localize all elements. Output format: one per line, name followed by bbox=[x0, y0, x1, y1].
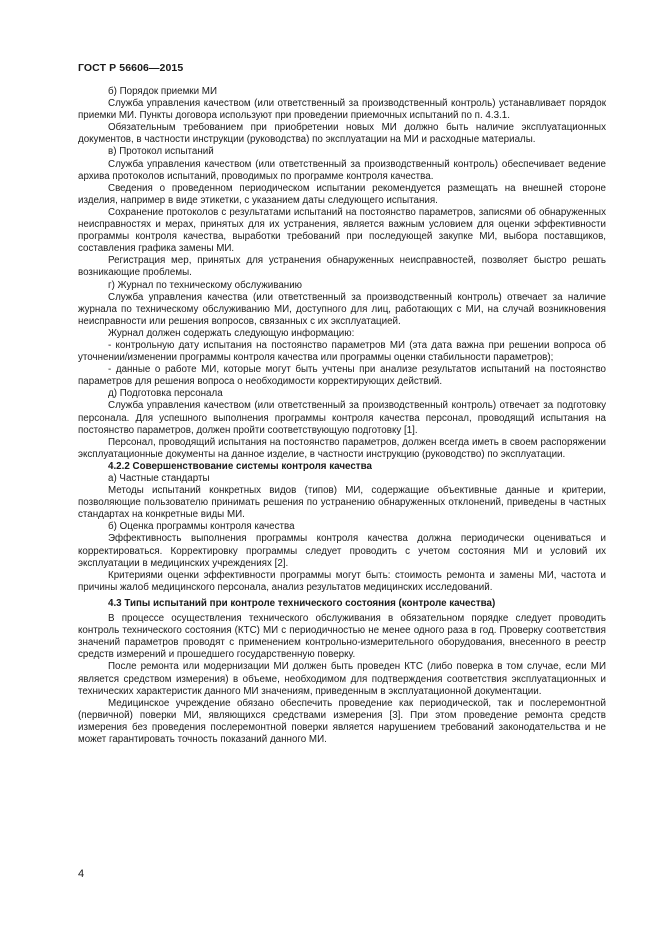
paragraph: Обязательным требованием при приобретении новых МИ должно быть наличие эксплуатационных документов, в частности инструкции (руководства) по эксплуатации на МИ и расходные материалы. bbox=[78, 122, 606, 146]
paragraph: б) Оценка программы контроля качества bbox=[108, 521, 295, 533]
paragraph: Служба управления качеством (или ответственный за производственный контроль) устанавливает порядок приемки МИ. Пункты договора используют при проведении приемочных испытаний по п. 4.3.1. bbox=[78, 98, 606, 122]
paragraph: - контрольную дату испытания на постоянство параметров МИ (эта дата важна при решении вопроса об уточнении/изменении программы контроля качества или программы оценки стабильности параметров); bbox=[78, 339, 606, 364]
paragraph: Сохранение протоколов с результатами испытаний на постоянство параметров, записями об обнаруженных неисправностях и мерах, принятых для их устранения, является важным условием для оценки эффективности программы контроля качества, выработки требований при последующей закупке МИ, выбора поставщиков, составления графика замены МИ. bbox=[78, 206, 606, 255]
paragraph: - данные о работе МИ, которые могут быть учтены при анализе результатов испытаний на постоянство параметров для решения вопроса о необходимости корректирующих действий. bbox=[78, 364, 606, 388]
paragraph: Журнал должен содержать следующую информацию: bbox=[108, 327, 355, 339]
paragraph: Служба управления качества (или ответственный за производственный контроль) отвечает за наличие журнала по техническому обслуживанию МИ, доступного для лиц, работающих с МИ, на случай возникновения неисправности или решения вопросов, связанных с их эксплуатацией. bbox=[78, 291, 606, 327]
paragraph: Регистрация мер, принятых для устранения обнаруженных неисправностей, позволяет быстро решать возникающие проблемы. bbox=[78, 255, 606, 279]
page-number: 4 bbox=[78, 868, 85, 880]
paragraph: Эффективность выполнения программы контроля качества должна периодически оцениваться и корректироваться. Корректировку программы следует проводить с учетом состояния МИ и условий их эксплуатации в медицинских учреждениях [2]. bbox=[78, 533, 606, 569]
document-body bbox=[78, 86, 606, 746]
paragraph: В процессе осуществления технического обслуживания в обязательном порядке следует проводить контроль технического состояния (КТС) МИ с периодичностью не менее одного раза в год. Проверку соответствия значений параметров проводят с применением контрольно-измерительного оборудования, внесенного в реестр средств измерений и прошедшего государственную поверку. bbox=[78, 613, 606, 661]
paragraph: в) Протокол испытаний bbox=[108, 146, 214, 158]
document-header: ГОСТ Р 56606—2015 bbox=[78, 62, 184, 74]
paragraph: б) Порядок приемки МИ bbox=[108, 86, 217, 97]
paragraph: Служба управления качеством (или ответственный за производственный контроль) обеспечивает ведение архива протоколов испытаний, проводимых по программе контроля качества. bbox=[78, 158, 606, 182]
paragraph: г) Журнал по техническому обслуживанию bbox=[108, 279, 303, 291]
paragraph: а) Частные стандарты bbox=[108, 473, 210, 484]
section-heading: 4.3 Типы испытаний при контроле технического состояния (контроле качества) bbox=[108, 597, 496, 609]
section-heading: 4.2.2 Совершенствование системы контроля качества bbox=[108, 460, 372, 472]
paragraph: д) Подготовка персонала bbox=[108, 388, 223, 400]
paragraph: Медицинское учреждение обязано обеспечить проведение как периодической, так и послеремонтной (первичной) поверки МИ, являющихся средствами измерения [3]. При этом проведение ремонта средств измерения без проведения послеремонтной поверки является нарушением требований законодательства и не может гарантировать точность показаний данного МИ. bbox=[78, 697, 606, 745]
paragraph: Сведения о проведенном периодическом испытании рекомендуется размещать на внешней стороне изделия, например в виде этикетки, с указанием даты следующего испытания. bbox=[78, 182, 606, 206]
paragraph: Критериями оценки эффективности программы могут быть: стоимость ремонта и замены МИ, частота и причины жалоб медицинского персонала, анализ результатов медицинских исследований. bbox=[78, 569, 606, 593]
paragraph: После ремонта или модернизации МИ должен быть проведен КТС (либо поверка в том случае, если МИ является средством измерения) в объеме, необходимом для подтверждения соответствия эксплуатационных и технических характеристик данного МИ значениям, приведенным в эксплуатационной документации. bbox=[78, 661, 606, 697]
paragraph: Служба управления качеством (или ответственный за производственный контроль) отвечает за подготовку персонала. Для успешного выполнения программы контроля качества персонал, проводящий испытания на постоянство параметров, должен пройти соответствующую подготовку [1]. bbox=[78, 400, 606, 436]
paragraph: Методы испытаний конкретных видов (типов) МИ, содержащие объективные данные и критерии, позволяющие пользователю принимать решения по устранению обнаруженных отклонений, приведены в частных стандартах на конкретные виды МИ. bbox=[78, 485, 606, 521]
paragraph: Персонал, проводящий испытания на постоянство параметров, должен всегда иметь в своем распоряжении эксплуатационные документы на данное изделие, в частности инструкцию (руководство) по эксплуатации. bbox=[78, 436, 606, 460]
